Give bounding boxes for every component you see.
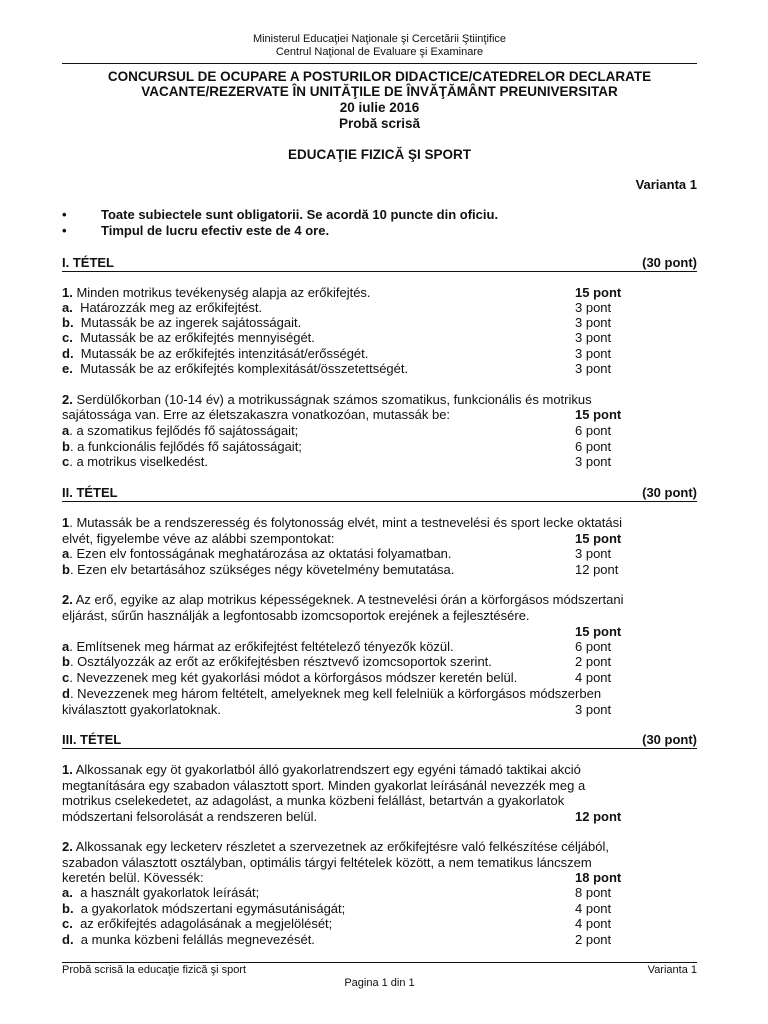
footer-left: Probă scrisă la educaţie fizică şi sport bbox=[62, 964, 247, 976]
center-name: Centrul Naţional de Evaluare şi Examinare bbox=[275, 46, 484, 58]
s2-q1-item: b. Ezen elv betartásához szükséges négy követelmény bemutatása. 12 pont bbox=[62, 562, 619, 577]
s3-q1-line1: 1. Alkossanak egy öt gyakorlatból álló gyakorlatrendszert egy egyéni támadó taktikai akció bbox=[62, 762, 581, 777]
subject-title: EDUCAŢIE FIZICĂ ŞI SPORT bbox=[287, 147, 471, 162]
s2-q1-item: a. Ezen elv fontosságának meghatározása az oktatási folyamatban. 3 pont bbox=[62, 546, 612, 561]
s2-q2-item-d-line2: kiválasztott gyakorlatoknak. 3 pont bbox=[62, 702, 612, 717]
s1-q1-item: c. Mutassák be az erőkifejtés mennyiségét. 3 pont bbox=[62, 330, 612, 345]
section-2-heading: II. TÉTEL (30 pont) bbox=[62, 485, 697, 500]
s3-q2-line1: 2. Alkossanak egy lecketerv részletet a szervezetnek az erőkifejtésre való felkészítése céljából, bbox=[62, 839, 609, 854]
s3-q2-line2: szabadon választott osztályban, optimális tárgyi feltételek között, a nem tematikus láncszem bbox=[62, 855, 592, 870]
footer-variant: Varianta 1 bbox=[647, 964, 697, 976]
s1-q2-item: a. a szomatikus fejlődés fő sajátosságait; 6 pont bbox=[62, 423, 612, 438]
s2-q2-item: a. Említsenek meg hármat az erőkifejtést feltételező tényezők közül. 6 pont bbox=[62, 639, 612, 654]
variant-label: Varianta 1 bbox=[635, 177, 697, 192]
header-divider bbox=[62, 63, 697, 64]
s2-q2-item: b. Osztályozzák az erőt az erőkifejtésben résztvevő izomcsoportok szerint. 2 pont bbox=[62, 654, 612, 669]
s2-q2-item-d: d. Nevezzenek meg három feltételt, amelyeknek meg kell felelniük a körforgásos módszerben bbox=[62, 686, 602, 701]
s2-q1-text: 1. Mutassák be a rendszeresség és folytonosság elvét, mint a testnevelési és sport lecke oktatási bbox=[62, 515, 623, 530]
footer-divider bbox=[62, 962, 697, 963]
s1-q2-item: b. a funkcionális fejlődés fő sajátosságait; 6 pont bbox=[62, 439, 612, 454]
exam-date: 20 iulie 2016 bbox=[339, 100, 420, 115]
s3-q2-item: b. a gyakorlatok módszertani egymásutániságát; 4 pont bbox=[62, 901, 612, 916]
section-1-heading: I. TÉTEL (30 pont) bbox=[62, 255, 697, 270]
s1-q2-text: 2. Serdülőkorban (10-14 év) a motrikusságnak számos szomatikus, funkcionális és motrikus bbox=[62, 392, 592, 407]
section-3-heading: III. TÉTEL (30 pont) bbox=[62, 732, 697, 747]
title-line-2: VACANTE/REZERVATE ÎN UNITĂŢILE DE ÎNVĂŢĂMÂNT PREUNIVERSITAR bbox=[141, 84, 618, 99]
s2-q1-line2: elvét, figyelembe véve az alábbi szempontokat: 15 pont bbox=[62, 531, 622, 546]
s1-q1-item: d. Mutassák be az erőkifejtés intenzitását/erősségét. 3 pont bbox=[62, 346, 612, 361]
s1-q1: 1. Minden motrikus tevékenység alapja az erőkifejtés. 15 pont bbox=[62, 285, 622, 300]
title-line-1: CONCURSUL DE OCUPARE A POSTURILOR DIDACTICE/CATEDRELOR DECLARATE bbox=[107, 69, 652, 84]
s3-q1-line3: motrikus cselekedetet, az adagolást, a munka közbeni felállást, betartván a gyakorlatok bbox=[62, 793, 565, 808]
s3-q2-item: a. a használt gyakorlatok leírását; 8 pont bbox=[62, 885, 612, 900]
s1-q2-line2: sajátossága van. Erre az életszakaszra vonatkozóan, mutassák be: 15 pont bbox=[62, 407, 622, 422]
s3-q2-item: c. az erőkifejtés adagolásának a megjelölését; 4 pont bbox=[62, 916, 612, 931]
s3-q2-line3: keretén belül. Kövessék: 18 pont bbox=[62, 870, 622, 885]
s2-q2-points: 15 pont bbox=[575, 624, 622, 639]
s3-q1-line2: megtanítására egy szabadon választott sport. Minden gyakorlat leírásánál nevezzék meg a bbox=[62, 778, 586, 793]
s1-q1-item: e. Mutassák be az erőkifejtés komplexitását/összetettségét. 3 pont bbox=[62, 361, 612, 376]
s3-q2-item: d. a munka közbeni felállás megnevezését. 2 pont bbox=[62, 932, 612, 947]
s1-q1-item: a. Határozzák meg az erőkifejtést. 3 pont bbox=[62, 300, 612, 315]
exam-type: Probă scrisă bbox=[338, 116, 421, 131]
s1-q1-item: b. Mutassák be az ingerek sajátosságait. 3 pont bbox=[62, 315, 612, 330]
page-number: Pagina 1 din 1 bbox=[344, 977, 415, 989]
s2-q2-line2: eljárást, sűrűn használják a legfontosabb izomcsoportok erejének a fejlesztésére. bbox=[62, 608, 530, 623]
s2-q2-line1: 2. Az erő, egyike az alap motrikus képességeknek. A testnevelési órán a körforgásos módszertani bbox=[62, 592, 624, 607]
s1-q2-item: c. a motrikus viselkedést. 3 pont bbox=[62, 454, 612, 469]
ministry-name: Ministerul Educaţiei Naţionale şi Cercetării Ştiinţifice bbox=[252, 33, 507, 45]
s2-q2-item: c. Nevezzenek meg két gyakorlási módot a körforgásos módszer keretén belül. 4 pont bbox=[62, 670, 612, 685]
s3-q1-line4: módszertani felsorolását a rendszeren belül. 12 pont bbox=[62, 809, 622, 824]
